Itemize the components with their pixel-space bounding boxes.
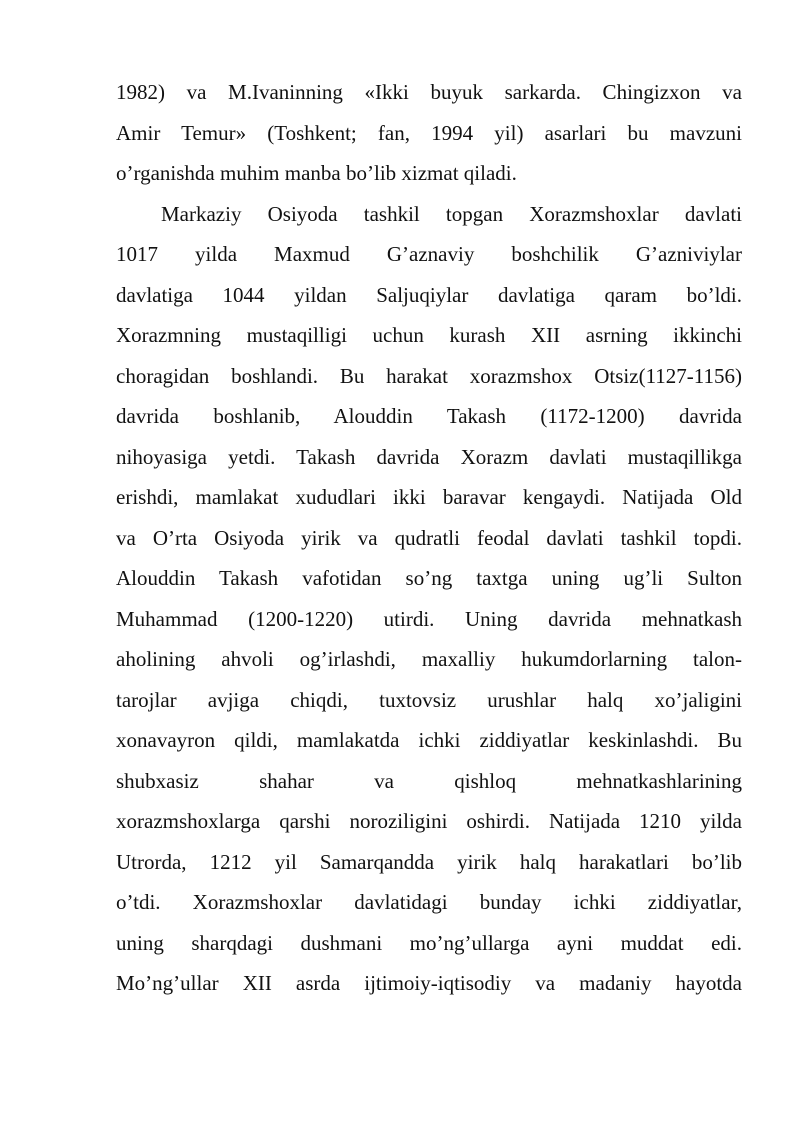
- text-line: Xorazmning mustaqilligi uchun kurash XII asrning ikkinchi: [116, 323, 742, 347]
- text-line: nihoyasiga yetdi. Takash davrida Xorazm davlati mustaqillikga: [116, 444, 742, 469]
- text-line: Amir Temur» (Toshkent; fan, 1994 yil) asarlari bu mavzuni: [116, 120, 742, 145]
- text-line: uning sharqdagi dushmani mo’ng’ullarga ayni muddat edi.: [116, 930, 742, 955]
- text-line: xonavayron qildi, mamlakatda ichki ziddiyatlar keskinlashdi. Bu: [116, 728, 742, 752]
- text-line: 1017 yilda Maxmud G’aznaviy boshchilik G’azniviylar: [116, 242, 742, 266]
- text-line: Utrorda, 1212 yil Samarqandda yirik halq harakatlari bo’lib: [116, 849, 742, 874]
- text-line: Alouddin Takash vafotidan so’ng taxtga uning ug’li Sulton: [116, 566, 742, 590]
- text-line: shubxasiz shahar va qishloq mehnatkashlarining: [116, 768, 742, 793]
- text-line: 1982) va M.Ivaninning «Ikki buyuk sarkarda. Chingizxon va: [116, 80, 742, 104]
- document-page: [116, 72, 742, 1004]
- text-line: xorazmshoxlarga qarshi noroziligini oshirdi. Natijada 1210 yilda: [116, 809, 742, 833]
- text-line: aholining ahvoli og’irlashdi, maxalliy hukumdorlarning talon-: [116, 647, 742, 671]
- text-line: o’tdi. Xorazmshoxlar davlatidagi bunday ichki ziddiyatlar,: [116, 890, 742, 914]
- text-line: Mo’ng’ullar XII asrda ijtimoiy-iqtisodiy va madaniy hayotda: [116, 971, 742, 995]
- text-line: tarojlar avjiga chiqdi, tuxtovsiz urushlar halq xo’jaligini: [116, 687, 742, 712]
- text-line: davrida boshlanib, Alouddin Takash (1172-1200) davrida: [116, 404, 742, 428]
- text-line: davlatiga 1044 yildan Saljuqiylar davlatiga qaram bo’ldi.: [116, 282, 742, 307]
- text-line: va O’rta Osiyoda yirik va qudratli feodal davlati tashkil topdi.: [116, 525, 742, 550]
- text-line: choragidan boshlandi. Bu harakat xorazmshox Otsiz(1127-1156): [116, 363, 742, 388]
- text-line: erishdi, mamlakat xududlari ikki baravar kengaydi. Natijada Old: [116, 485, 742, 509]
- text-line: o’rganishda muhim manba bo’lib xizmat qiladi.: [116, 161, 517, 185]
- text-line: Muhammad (1200-1220) utirdi. Uning davrida mehnatkash: [116, 606, 742, 631]
- text-line: Markaziy Osiyoda tashkil topgan Xorazmshoxlar davlati: [161, 201, 742, 226]
